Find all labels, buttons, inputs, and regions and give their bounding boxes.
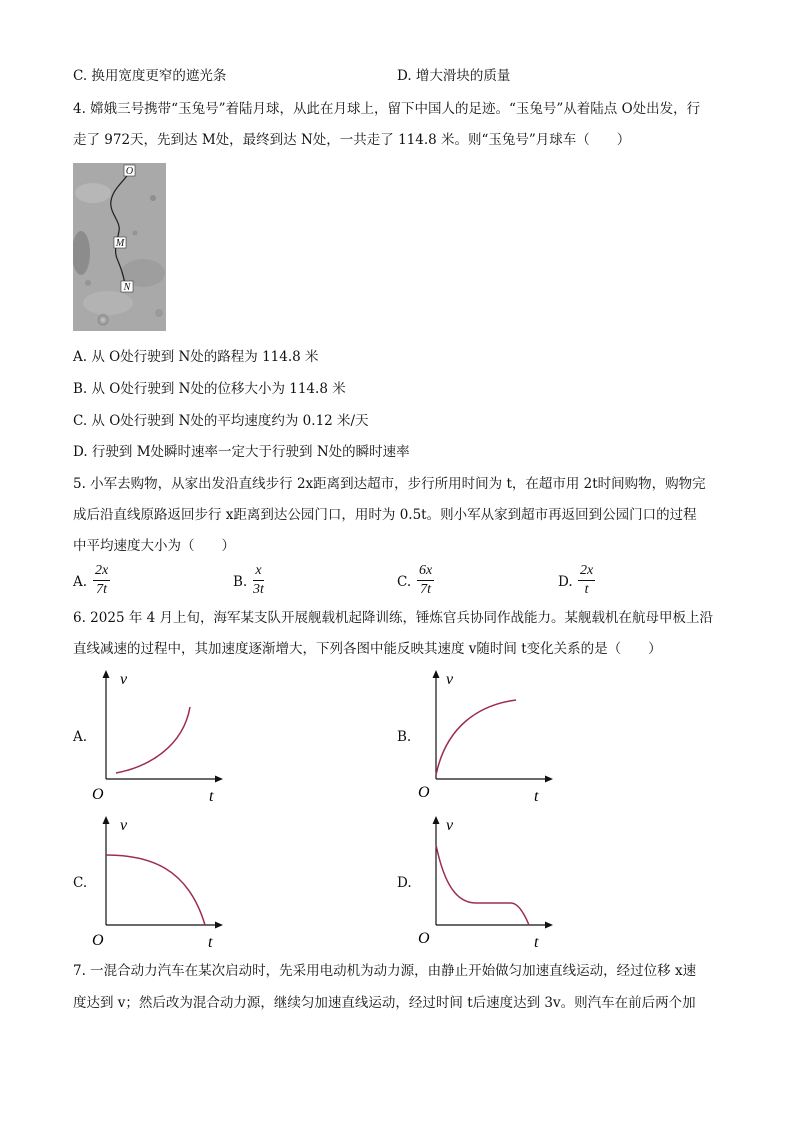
lunar-rover-track-image	[73, 163, 166, 331]
q4-option-c: C. 从 O处行驶到 N处的平均速度约为 0.12 米/天	[73, 413, 369, 429]
q6-graph-a-label: A.	[73, 729, 88, 745]
q6-graph-c	[88, 813, 228, 953]
q5-stem-line-3: 中平均速度大小为（ ）	[73, 538, 235, 554]
q6-graph-c-x-label: t	[208, 934, 213, 951]
track-label-n: N	[123, 282, 131, 293]
track-label-o: O	[125, 166, 134, 177]
q6-graph-a-y-label: v	[120, 671, 128, 688]
q5-option-d-denominator: t	[584, 582, 589, 597]
q6-graph-a-origin: O	[92, 786, 104, 803]
q6-graph-c-origin: O	[92, 932, 104, 949]
q6-graph-c-label: C.	[73, 875, 88, 891]
q6-stem-line-1: 6. 2025 年 4 月上旬，海军某支队开展舰载机起降训练，锤炼官兵协同作战能力。某舰载机在航母甲板上沿	[73, 610, 713, 626]
q6-stem-line-2: 直线减速的过程中，其加速度逐渐增大，下列各图中能反映其速度 v随时间 t变化关系的是（ ）	[73, 641, 662, 657]
q5-stem-line-2: 成后沿直线原路返回步行 x距离到达公园门口，用时为 0.5t。则小军从家到超市再返回到公园门口的过程	[73, 507, 697, 523]
q5-option-b-fraction	[253, 563, 264, 598]
q5-option-c-label: C.	[397, 574, 412, 590]
q6-graph-b	[418, 667, 558, 807]
q5-option-d-numerator: 2x	[578, 563, 595, 581]
q6-graph-c-y-label: v	[120, 817, 128, 834]
q6-graph-d-y-label: v	[446, 817, 454, 834]
q6-graph-a-x-label: t	[209, 788, 214, 805]
q6-graph-d-label: D.	[397, 875, 412, 891]
q4-option-b: B. 从 O处行驶到 N处的位移大小为 114.8 米	[73, 381, 346, 397]
q5-option-a-denominator: 7t	[96, 582, 108, 597]
q7-stem-line-1: 7. 一混合动力汽车在某次启动时，先采用电动机为动力源，由静止开始做匀加速直线运动，经过位移 x速	[73, 963, 697, 979]
q6-graph-b-label: B.	[397, 729, 412, 745]
q6-graph-b-curve	[436, 700, 516, 775]
q5-option-c-numerator: 6x	[417, 563, 434, 581]
q4-stem-line-2: 走了 972天，先到达 M处，最终到达 N处，一共走了 114.8 米。则“玉兔号”月球车（ ）	[73, 132, 631, 148]
q6-graph-a	[88, 667, 228, 807]
q5-option-a-label: A.	[73, 574, 88, 590]
q6-graph-a-curve	[116, 707, 190, 773]
prev-option-d: D. 增大滑块的质量	[397, 68, 511, 84]
q5-option-b-numerator: x	[253, 563, 263, 581]
q6-graph-b-origin: O	[418, 784, 430, 801]
track-label-m: M	[115, 238, 125, 249]
q6-graph-b-x-label: t	[534, 788, 539, 805]
q6-graph-d-x-label: t	[534, 934, 539, 951]
q5-option-d-label: D.	[558, 574, 573, 590]
q5-option-c-fraction	[417, 563, 434, 598]
q5-option-c-denominator: 7t	[420, 582, 432, 597]
q6-graph-d	[418, 813, 558, 953]
q5-option-d-fraction	[578, 563, 595, 598]
q5-option-a-fraction	[93, 563, 110, 598]
q5-stem-line-1: 5. 小军去购物，从家出发沿直线步行 2x距离到达超市，步行所用时间为 t，在超市用 2t时间购物，购物完	[73, 476, 706, 492]
q7-stem-line-2: 度达到 v；然后改为混合动力源，继续匀加速直线运动，经过时间 t后速度达到 3v。则汽车在前后两个加	[73, 995, 696, 1011]
q6-graph-d-origin: O	[418, 930, 430, 947]
q5-option-b-label: B.	[233, 574, 248, 590]
q6-graph-b-y-label: v	[446, 671, 454, 688]
q4-stem-line-1: 4. 嫦娥三号携带“玉兔号”着陆月球，从此在月球上，留下中国人的足迹。“玉兔号”从着陆点 O处出发，行	[73, 101, 701, 117]
q5-option-b-denominator: 3t	[253, 582, 264, 597]
q4-option-d: D. 行驶到 M处瞬时速率一定大于行驶到 N处的瞬时速率	[73, 444, 410, 460]
q4-option-a: A. 从 O处行驶到 N处的路程为 114.8 米	[73, 349, 319, 365]
q6-graph-d-curve	[436, 845, 529, 925]
prev-option-c: C. 换用宽度更窄的遮光条	[73, 68, 227, 84]
q5-option-a-numerator: 2x	[93, 563, 110, 581]
q6-graph-c-curve	[106, 855, 205, 925]
